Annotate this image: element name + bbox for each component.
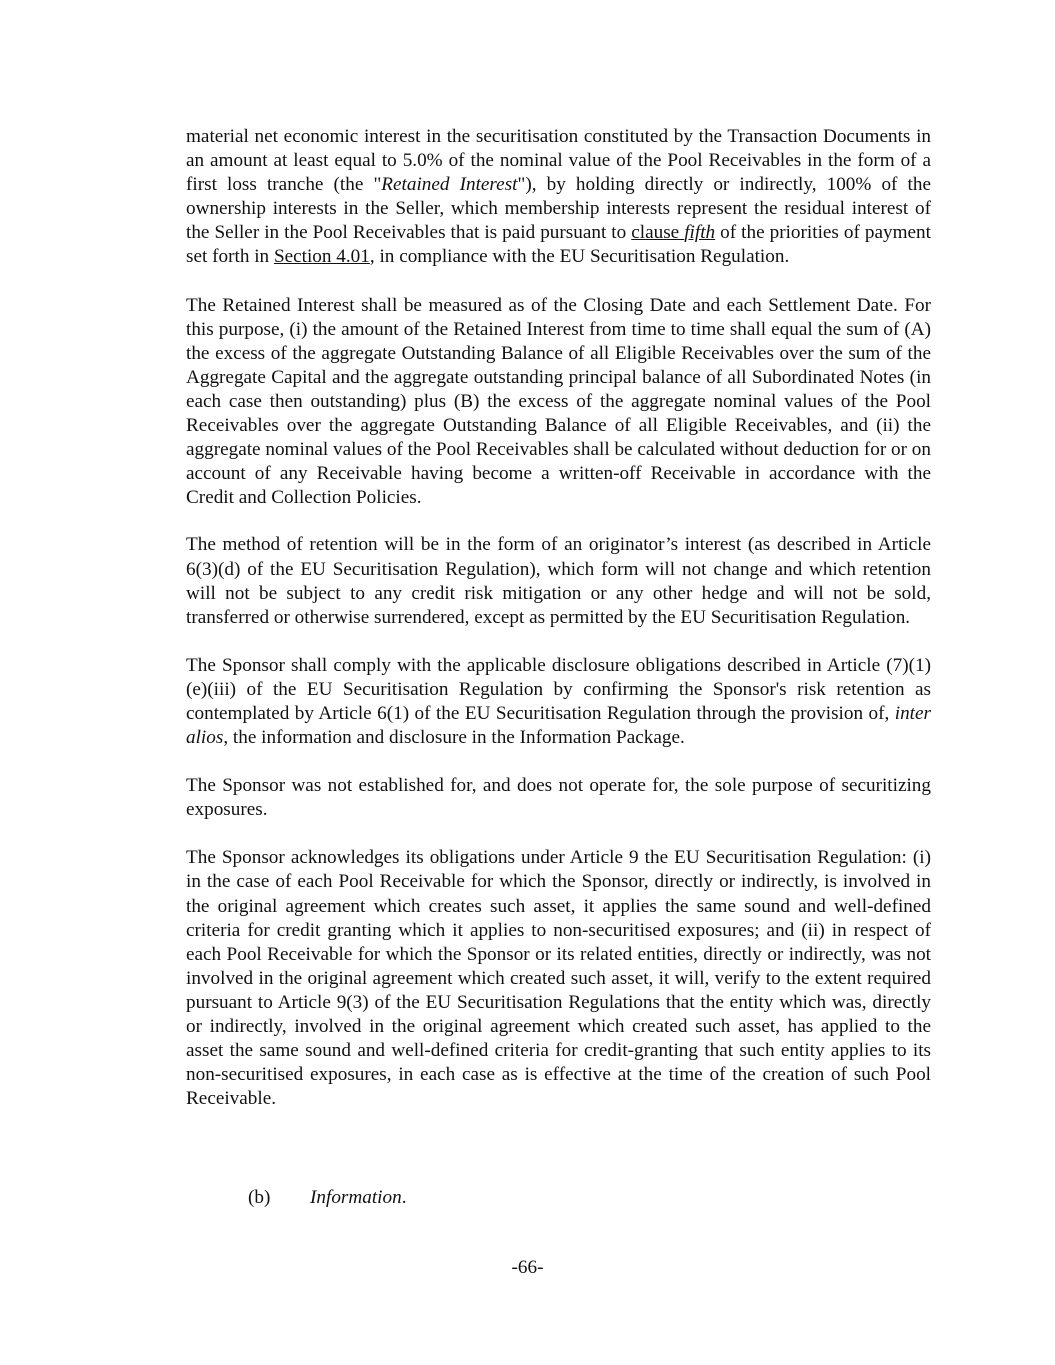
subsection-punctuation: . [401,1187,407,1208]
paragraph-retained-interest-measurement: The Retained Interest shall be measured as of the Closing Date and each Settlement Date. For this purpose, (i) the amount of the Retained Interest from time to time shall equal the sum of (A) the excess of the aggregate Outstanding Balance of all Eligible Receivables over the sum of the Aggregate Capital and the aggregate outstanding principal balance of all Subordinated Notes (in each case then outstanding) plus (B) the excess of the aggregate nominal values of the Pool Receivables over the aggregate Outstanding Balance of all Eligible Receivables, and (ii) the aggregate nominal values of the Pool Receivables shall be calculated without deduction for or on account of any Receivable having become a written-off Receivable in accordance with the Credit and Collection Policies. [186,294,931,509]
text-segment: of the priorities of payment set forth in [186,222,931,268]
paragraph-disclosure-obligations [186,654,931,750]
subsection-title: Information [310,1187,402,1208]
defined-term-retained-interest: Retained Interest [381,174,518,196]
subsection-heading [248,1186,406,1210]
clause-fifth-reference: clause fifth [631,222,716,244]
paragraph-method-of-retention: The method of retention will be in the form of an originator’s interest (as described in Article 6(3)(d) of the EU Securitisation Regulation), which form will not change and which retention will not be subject to any credit risk mitigation or any other hedge and will not be sold, transferred or otherwise surrendered, except as permitted by the EU Securitisation Regulation. [186,534,931,628]
section-reference: Section 4.01 [273,246,370,268]
text-segment: , in compliance with the EU Securitisation Regulation. [369,246,790,268]
text-segment: The Sponsor shall comply with the applicable disclosure obligations described in Article (7)(1)(e)(iii) of the EU Securitisation Regulation by confirming the Sponsor's risk retention as contemplated by Article 6(1) of the EU Securitisation Regulation through the provision of, [186,654,931,724]
text-segment: , the information and disclosure in the Information Package. [223,727,685,749]
paragraph-retained-interest-intro [186,125,931,270]
document-body [186,125,931,1135]
text-segment: material net economic interest in the securitisation constituted by the Transaction Documents in an amount at least equal to 5.0% of the nominal value of the Pool Receivables in the form of a first loss tranche (the " [186,126,931,196]
subsection-label: (b) [248,1187,271,1208]
paragraph-article-9-obligations: The Sponsor acknowledges its obligations under Article 9 the EU Securitisation Regulation: (i) in the case of each Pool Receivable for which the Sponsor, directly or indirectly, is involved in the original agreement which creates such asset, it applies the same sound and well-defined criteria for credit granting which it applies to non-securitised exposures; and (ii) in respect of each Pool Receivable for which the Sponsor or its related entities, directly or indirectly, was not involved in the original agreement which created such asset, it will, verify to the extent required pursuant to Article 9(3) of the EU Securitisation Regulations that the entity which was, directly or indirectly, involved in the original agreement which created such asset, has applied to the asset the same sound and well-defined criteria for credit-granting that such entity applies to its non-securitised exposures, in each case as is effective at the time of the creation of such Pool Receivable. [186,847,931,1110]
inter-alios-term: inter alios [186,702,931,749]
text-segment: "), by holding directly or indirectly, 100% of the ownership interests in the Seller, which membership interests represent the residual interest of the Seller in the Pool Receivables that is paid pursuant to [186,174,931,244]
paragraph-sponsor-purpose: The Sponsor was not established for, and does not operate for, the sole purpose of securitizing exposures. [186,775,931,821]
page-number: -66- [511,1257,544,1278]
